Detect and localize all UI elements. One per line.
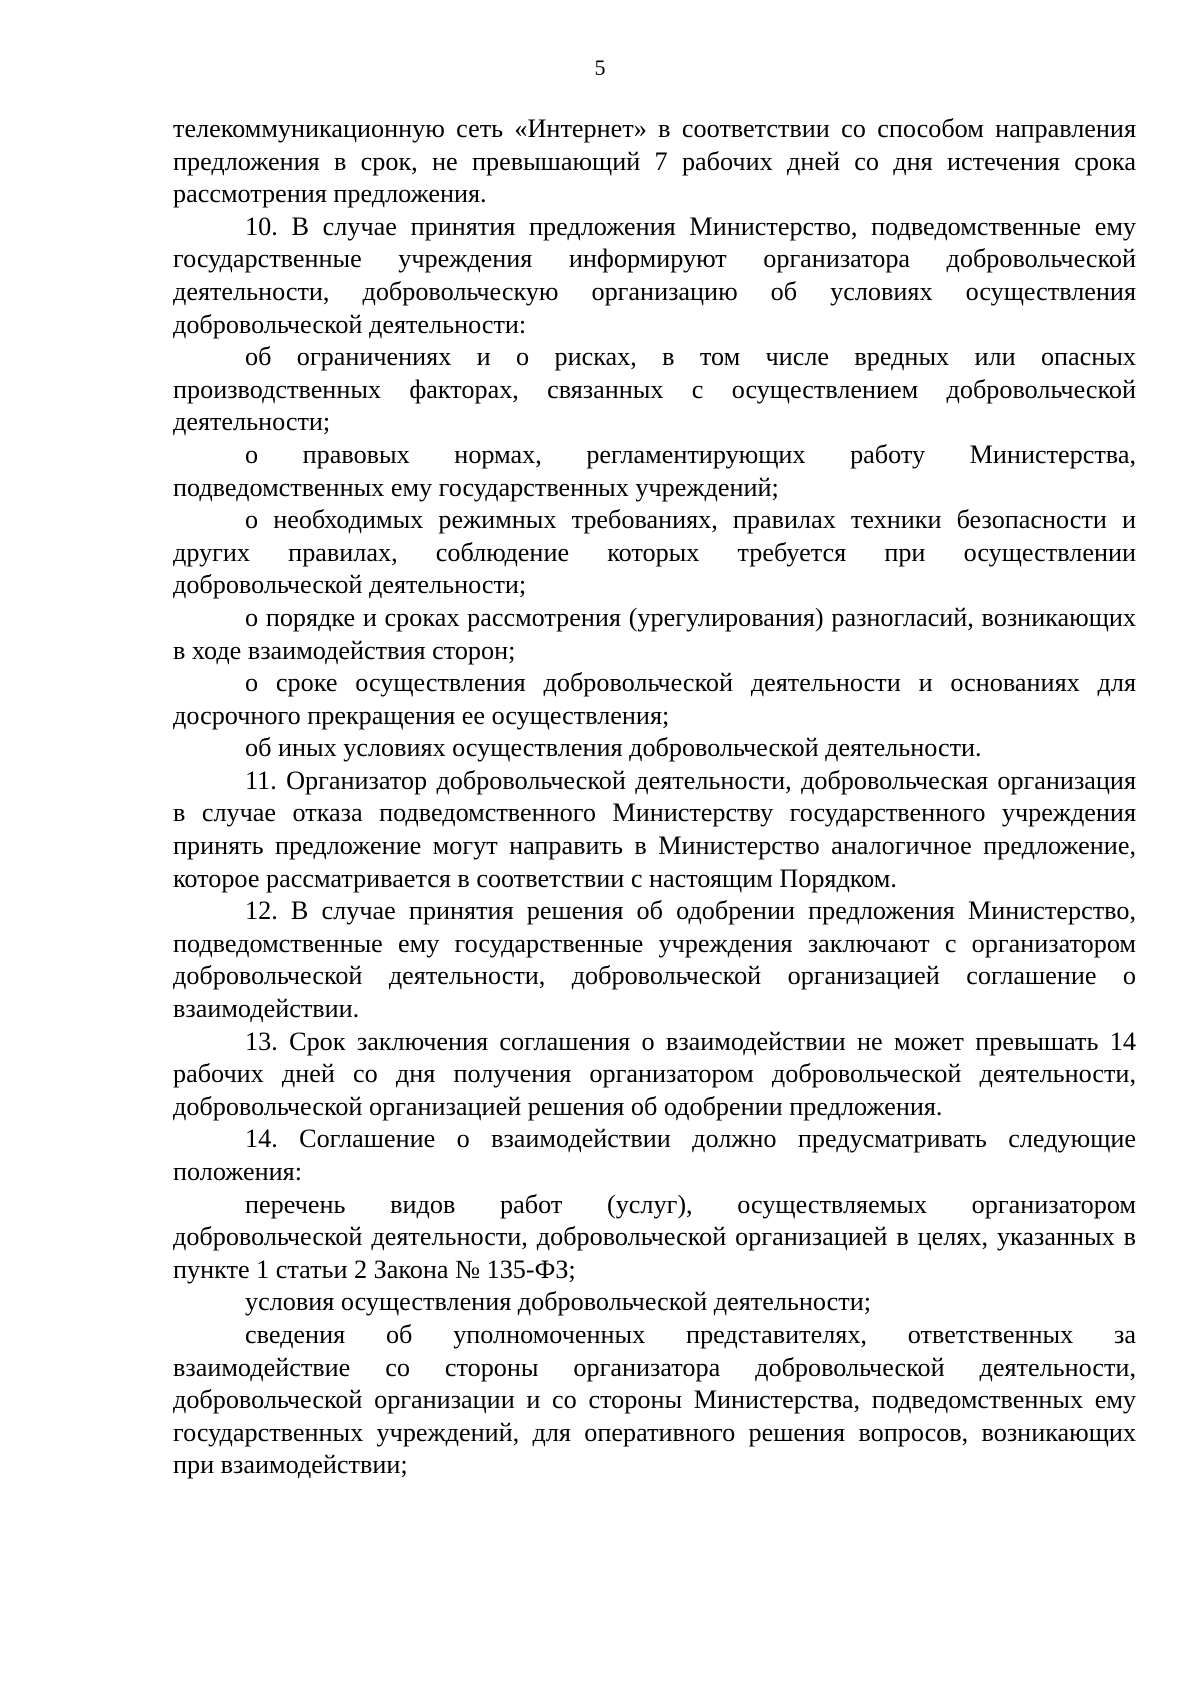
paragraph-disputes: о порядке и сроках рассмотрения (урегулирования) разногласий, возникающих в ходе взаимодействия сторон; — [173, 602, 1136, 665]
document-body — [173, 113, 1136, 1482]
paragraph-term: о сроке осуществления добровольческой деятельности и основаниях для досрочного прекращения ее осуществления; — [173, 668, 1136, 730]
paragraph-work-list: перечень видов работ (услуг), осуществляемых организатором добровольческой деятельности, добровольческой организацией в целях, указанных в пункте 1 статьи 2 Закона № 135-ФЗ; — [173, 1189, 1136, 1284]
paragraph-continuation: телекоммуникационную сеть «Интернет» в соответствии со способом направления предложения в срок, не превышающий 7 рабочих дней со дня истечения срока рассмотрения предложения. — [173, 114, 1136, 209]
paragraph-10: 10. В случае принятия предложения Министерство, подведомственные ему государственные учреждения информируют организатора добровольческой деятельности, добровольческую организацию об условиях осуществления добровольческой деятельности: — [173, 211, 1136, 339]
paragraph-other-conditions: об иных условиях осуществления добровольческой деятельности. — [245, 733, 982, 763]
paragraph-safety-requirements: о необходимых режимных требованиях, правилах техники безопасности и других правилах, соблюдение которых требуется при осуществлении добровольческой деятельности; — [173, 505, 1136, 600]
paragraph-legal-norms: о правовых нормах, регламентирующих работу Министерства, подведомственных ему государственных учреждений; — [173, 439, 1136, 502]
paragraph-11: 11. Организатор добровольческой деятельности, добровольческая организация в случае отказа подведомственного Министерству государственного учреждения принять предложение могут направить в Министерство аналогичное предложение, которое рассматривается в соответствии с настоящим Порядком. — [173, 765, 1136, 893]
paragraph-representatives: сведения об уполномоченных представителях, ответственных за взаимодействие со стороны организатора добровольческой деятельности, добровольческой организации и со стороны Министерства, подведомственных ему государственных учреждений, для оперативного решения вопросов, возникающих при взаимодействии; — [173, 1319, 1136, 1480]
page-number: 5 — [594, 55, 606, 80]
paragraph-14: 14. Соглашение о взаимодействии должно предусматривать следующие положения: — [173, 1124, 1136, 1186]
paragraph-risks: об ограничениях и о рисках, в том числе вредных или опасных производственных факторах, связанных с осуществлением добровольческой деятельности; — [173, 342, 1136, 437]
paragraph-13: 13. Срок заключения соглашения о взаимодействии не может превышать 14 рабочих дней со дня получения организатором добровольческой деятельности, добровольческой организацией решения об одобрении предложения. — [173, 1026, 1136, 1121]
paragraph-conditions: условия осуществления добровольческой деятельности; — [245, 1287, 871, 1317]
paragraph-12: 12. В случае принятия решения об одобрении предложения Министерство, подведомственные ему государственные учреждения заключают с организатором добровольческой деятельности, добровольческой организацией соглашение о взаимодействии. — [173, 896, 1136, 1024]
